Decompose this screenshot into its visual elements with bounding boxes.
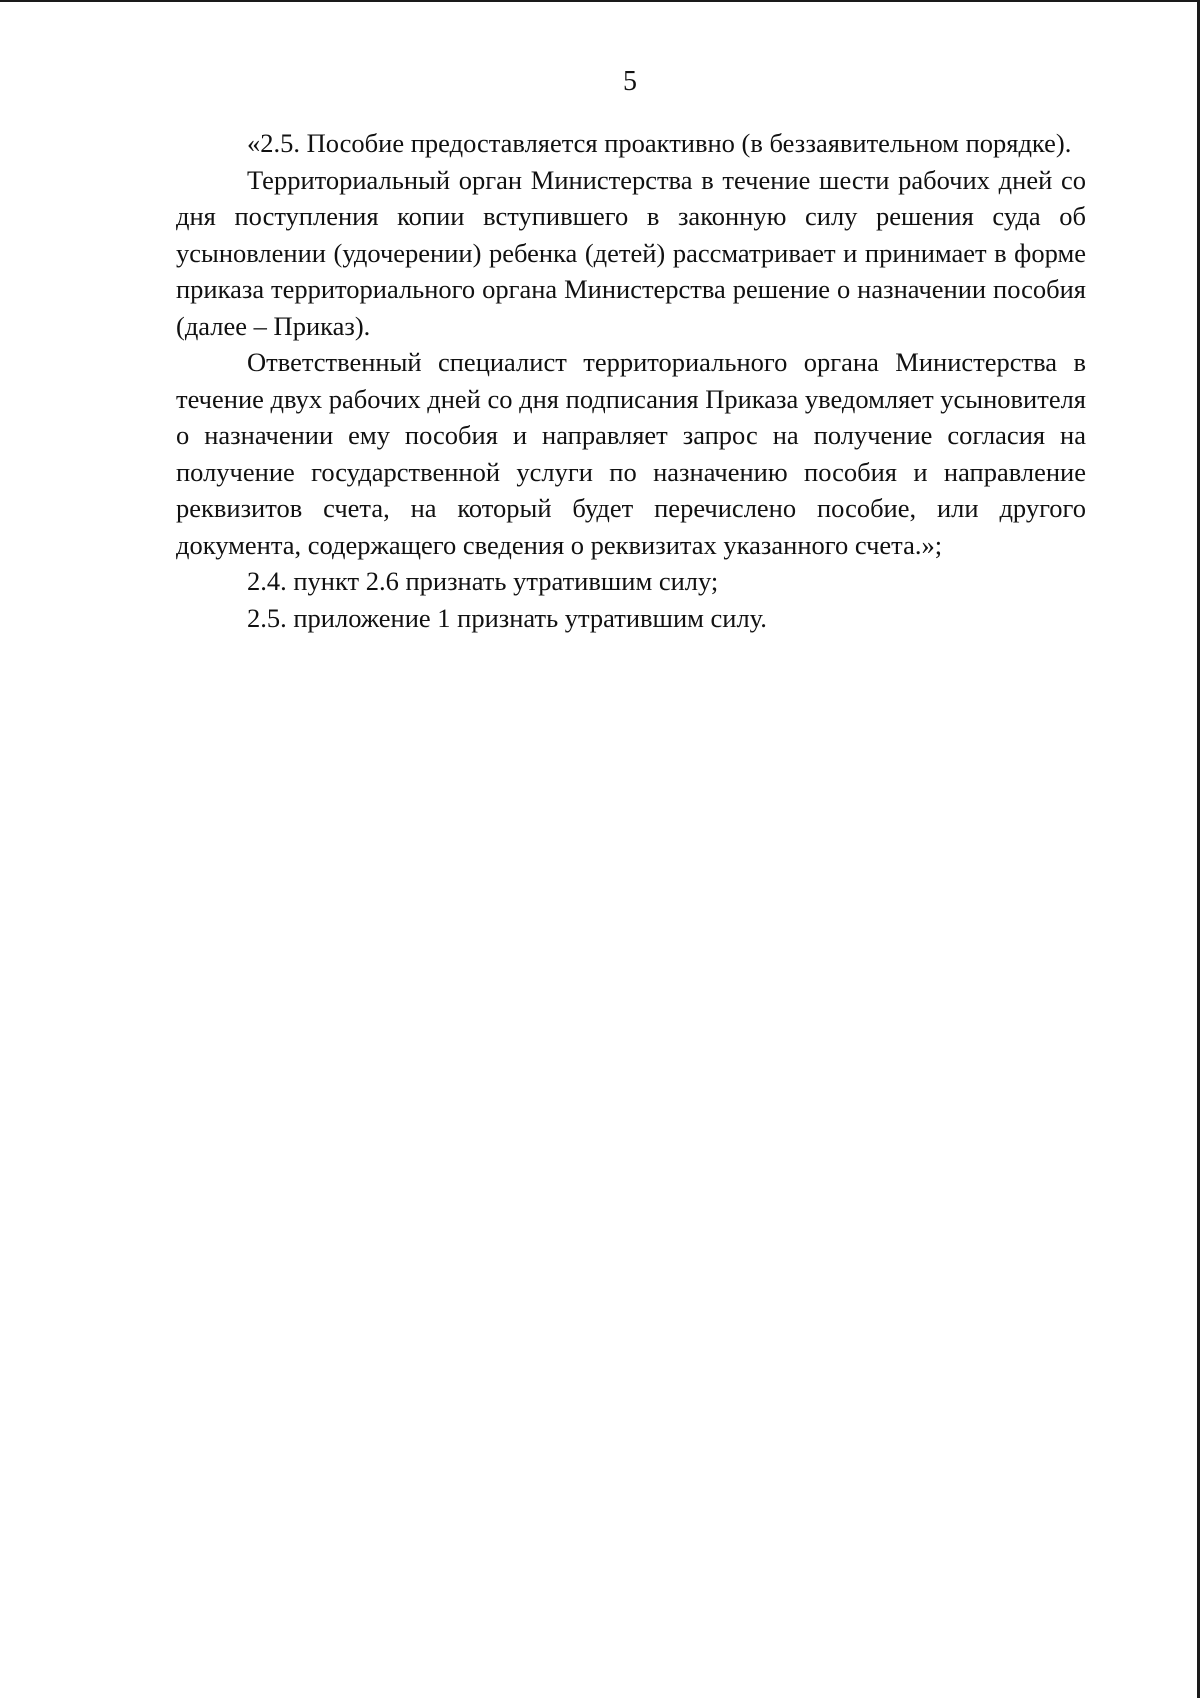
paragraph-responsible-specialist: Ответственный специалист территориального органа Министерства в течение двух рабочих дней со дня подписания Приказа уведомляет усыновителя о назначении ему пособия и направляет запрос на получение согласия на получение государственной услуги по назначению пособия и направление реквизитов счета, на который будет перечислено пособие, или другого документа, содержащего сведения о реквизитах указанного счета.»; (176, 347, 1086, 560)
paragraph-2-5-proactive: «2.5. Пособие предоставляется проактивно (в беззаявительном порядке). (247, 128, 1072, 158)
page-number: 5 (623, 66, 637, 97)
document-body (176, 125, 1086, 636)
list-item-2-5: 2.5. приложение 1 признать утратившим силу. (247, 602, 767, 633)
paragraph-territorial-body: Территориальный орган Министерства в течение шести рабочих дней со дня поступления копии вступившего в законную силу решения суда об усыновлении (удочерении) ребенка (детей) рассматривает и принимает в форме приказа территориального органа Министерства решение о назначении пособия (далее – Приказ). (176, 164, 1086, 341)
list-item-2-4: 2.4. пункт 2.6 признать утратившим силу; (247, 566, 719, 596)
